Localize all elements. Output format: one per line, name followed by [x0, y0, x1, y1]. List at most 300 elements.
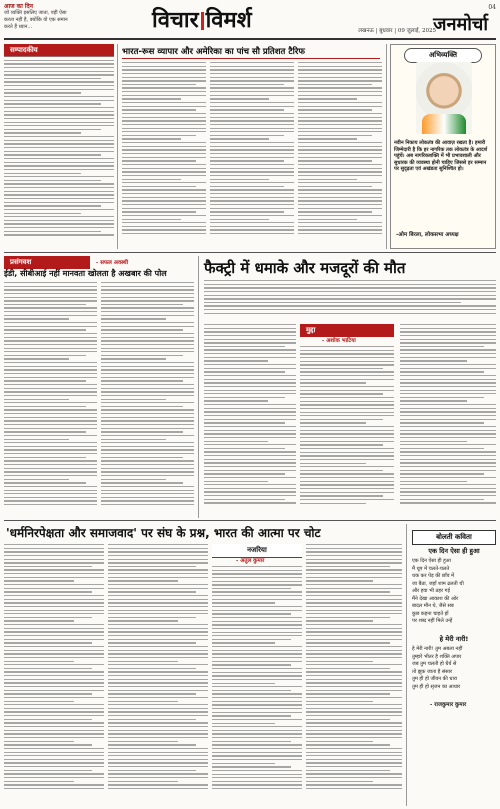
text-line — [4, 395, 97, 396]
text-line — [210, 179, 269, 180]
text-line — [212, 733, 302, 734]
text-line — [101, 471, 194, 472]
text-line — [212, 617, 302, 618]
text-line — [4, 377, 97, 378]
text-line — [306, 752, 402, 753]
text-line — [122, 204, 206, 205]
text-line — [122, 182, 206, 183]
text-line — [122, 73, 206, 74]
text-line — [204, 415, 296, 416]
text-line — [108, 606, 208, 607]
text-line — [400, 470, 496, 471]
text-line — [210, 138, 269, 139]
text-line — [204, 342, 296, 343]
text-line — [306, 613, 402, 614]
text-line — [300, 452, 394, 453]
text-line — [298, 157, 382, 158]
text-line — [101, 497, 194, 498]
text-line — [204, 346, 285, 347]
text-line — [4, 191, 114, 192]
text-line — [122, 189, 206, 190]
text-line — [4, 297, 97, 298]
text-line — [306, 569, 402, 570]
text-line — [400, 400, 467, 401]
text-line — [4, 81, 114, 82]
text-line — [210, 215, 294, 216]
text-line — [400, 459, 496, 460]
text-line — [204, 339, 296, 340]
text-line — [101, 326, 194, 327]
text-line — [210, 62, 294, 63]
text-line — [101, 424, 194, 425]
text-line — [4, 744, 92, 745]
text-line — [298, 87, 382, 88]
text-line — [204, 477, 296, 478]
text-line — [298, 117, 382, 118]
poem-line: हे मेरी नारी! तुम अबला नहीं — [412, 646, 463, 652]
text-line — [210, 77, 294, 78]
text-line — [108, 748, 208, 749]
text-line — [300, 492, 394, 493]
text-line — [300, 419, 383, 420]
text-line — [101, 486, 194, 487]
portrait-sash — [422, 114, 467, 134]
text-line — [306, 741, 373, 742]
editorial-col-3 — [210, 62, 294, 248]
text-line — [298, 186, 372, 187]
text-line — [300, 473, 394, 474]
text-line — [101, 315, 194, 316]
text-line — [122, 200, 206, 201]
secularism-col-4 — [306, 544, 402, 804]
text-line — [4, 599, 104, 600]
text-line — [212, 639, 291, 640]
text-line — [300, 484, 394, 485]
text-line — [4, 282, 97, 283]
text-line — [298, 226, 382, 227]
text-line — [4, 129, 101, 130]
text-line — [306, 737, 402, 738]
text-line — [4, 96, 114, 97]
text-line — [400, 349, 496, 350]
text-line — [108, 642, 196, 643]
text-line — [122, 149, 206, 150]
text-line — [4, 675, 104, 676]
text-line — [298, 182, 382, 183]
text-line — [204, 419, 296, 420]
text-line — [4, 71, 114, 72]
text-line — [101, 304, 183, 305]
text-line — [298, 233, 382, 234]
text-line — [212, 653, 302, 654]
text-line — [4, 566, 92, 567]
text-line — [108, 781, 178, 782]
text-line — [108, 548, 208, 549]
text-line — [4, 762, 104, 763]
poem-line: पर शब्द नहीं मिले उन्हें — [412, 618, 453, 624]
text-line — [101, 428, 194, 429]
text-line — [212, 650, 302, 651]
text-line — [4, 602, 104, 603]
text-line — [306, 708, 402, 709]
text-line — [108, 773, 208, 774]
prasangvash-headline: ईडी, सीबीआई नहीं मानवता खोलता है अखबार की पोल — [4, 269, 167, 278]
text-line — [400, 466, 496, 467]
text-line — [4, 784, 104, 785]
text-line — [4, 391, 97, 392]
text-line — [108, 628, 208, 629]
text-line — [4, 733, 104, 734]
text-line — [122, 211, 196, 212]
text-line — [300, 364, 394, 365]
text-line — [4, 56, 114, 57]
text-line — [101, 318, 166, 319]
text-line — [298, 189, 382, 190]
text-line — [204, 357, 296, 358]
text-line — [212, 704, 302, 705]
text-line — [306, 606, 402, 607]
text-line — [210, 222, 294, 223]
text-line — [298, 208, 382, 209]
text-line — [298, 179, 357, 180]
text-line — [4, 380, 86, 381]
secularism-headline: 'धर्मनिरपेक्षता और समाजवाद' पर संघ के प्रश्न, भारत की आत्मा पर चोट — [6, 526, 321, 540]
text-line — [108, 733, 208, 734]
text-line — [101, 377, 194, 378]
text-line — [122, 69, 206, 70]
text-line — [306, 548, 402, 549]
text-line — [298, 175, 382, 176]
text-line — [400, 386, 496, 387]
najariya-banner: नजरिया — [212, 544, 302, 558]
section-title-right: विमर्श — [205, 8, 252, 33]
text-line — [108, 762, 208, 763]
text-line — [4, 697, 104, 698]
text-line — [4, 355, 86, 356]
text-line — [108, 573, 208, 574]
text-line — [4, 686, 104, 687]
text-line — [101, 449, 194, 450]
prasangvash-col-2 — [101, 282, 194, 516]
text-line — [300, 448, 394, 449]
text-line — [298, 69, 382, 70]
text-line — [122, 98, 181, 99]
text-line — [108, 675, 208, 676]
text-line — [210, 211, 284, 212]
text-line — [101, 380, 183, 381]
text-line — [4, 628, 104, 629]
text-line — [204, 309, 496, 310]
poem-line: तुम्हारे भीतर है शक्ति अपार — [412, 653, 462, 660]
text-line — [122, 229, 206, 230]
text-line — [122, 66, 206, 67]
poem-lines — [412, 558, 496, 626]
text-line — [122, 91, 206, 92]
text-line — [210, 117, 294, 118]
text-line — [400, 339, 496, 340]
text-line — [298, 168, 382, 169]
text-line — [306, 551, 402, 552]
text-line — [108, 566, 196, 567]
text-line — [400, 408, 496, 409]
text-line — [4, 373, 97, 374]
text-line — [108, 697, 208, 698]
text-line — [4, 671, 104, 672]
text-line — [298, 211, 372, 212]
text-line — [101, 340, 194, 341]
text-line — [108, 704, 208, 705]
text-line — [300, 361, 394, 362]
text-line — [4, 169, 114, 170]
text-line — [122, 84, 196, 85]
text-line — [400, 419, 496, 420]
text-line — [204, 295, 496, 296]
text-line — [400, 397, 484, 398]
text-line — [298, 219, 357, 220]
secularism-col-3 — [212, 566, 302, 804]
text-line — [4, 311, 97, 312]
text-line — [298, 80, 382, 81]
text-line — [108, 693, 196, 694]
text-line — [204, 400, 268, 401]
text-line — [4, 770, 92, 771]
text-line — [204, 473, 285, 474]
text-line — [298, 215, 382, 216]
text-line — [300, 393, 383, 394]
text-line — [400, 375, 496, 376]
text-line — [4, 114, 114, 115]
poem-line: और हवा भी ठहर गई — [412, 588, 450, 594]
text-line — [4, 693, 92, 694]
text-line — [101, 435, 194, 436]
text-line — [108, 722, 208, 723]
text-line — [4, 726, 104, 727]
text-line — [306, 599, 402, 600]
text-line — [204, 390, 296, 391]
text-line — [306, 788, 402, 789]
text-line — [101, 439, 166, 440]
text-line — [4, 449, 97, 450]
section-title-left: विचार — [152, 8, 199, 33]
text-line — [101, 431, 183, 432]
text-line — [4, 759, 104, 760]
speaker-portrait — [416, 62, 472, 134]
text-line — [4, 322, 97, 323]
text-line — [204, 408, 296, 409]
text-line — [300, 488, 394, 489]
text-line — [400, 379, 496, 380]
text-line — [108, 551, 208, 552]
text-line — [306, 591, 390, 592]
text-line — [4, 624, 104, 625]
text-line — [122, 131, 206, 132]
text-line — [298, 66, 382, 67]
text-line — [204, 481, 268, 482]
text-line — [306, 719, 390, 720]
text-line — [4, 682, 104, 683]
text-line — [4, 446, 97, 447]
text-line — [108, 770, 196, 771]
text-line — [122, 193, 206, 194]
text-line — [108, 668, 196, 669]
editorial-col-2 — [122, 62, 206, 248]
text-line — [4, 406, 86, 407]
text-line — [108, 711, 208, 712]
text-line — [210, 182, 294, 183]
text-line — [204, 422, 285, 423]
text-line — [4, 704, 104, 705]
text-line — [212, 657, 302, 658]
text-line — [108, 620, 178, 621]
text-line — [306, 726, 402, 727]
text-line — [210, 87, 294, 88]
text-line — [4, 766, 104, 767]
text-line — [101, 337, 194, 338]
text-line — [300, 503, 366, 504]
text-line — [400, 360, 467, 361]
text-line — [4, 551, 104, 552]
text-line — [306, 628, 402, 629]
text-line — [298, 204, 382, 205]
text-line — [204, 397, 285, 398]
text-line — [122, 215, 206, 216]
text-line — [122, 153, 206, 154]
text-line — [400, 328, 496, 329]
text-line — [306, 697, 402, 698]
text-line — [204, 360, 268, 361]
text-line — [101, 402, 194, 403]
text-line — [4, 650, 104, 651]
text-line — [204, 375, 296, 376]
text-line — [300, 350, 394, 351]
text-line — [108, 569, 208, 570]
text-line — [4, 722, 104, 723]
text-line — [4, 165, 114, 166]
text-line — [204, 491, 296, 492]
text-line — [300, 408, 394, 409]
text-line — [212, 581, 302, 582]
text-line — [108, 726, 208, 727]
text-line — [4, 60, 114, 61]
text-line — [101, 479, 166, 480]
text-line — [306, 661, 373, 662]
text-line — [204, 280, 496, 281]
text-line — [210, 160, 284, 161]
text-line — [204, 386, 296, 387]
text-line — [101, 399, 166, 400]
text-line — [122, 233, 206, 234]
text-line — [300, 499, 394, 500]
text-line — [212, 726, 302, 727]
text-line — [4, 708, 104, 709]
text-line — [306, 690, 402, 691]
text-line — [4, 151, 114, 152]
text-line — [108, 752, 208, 753]
text-line — [306, 675, 402, 676]
text-line — [108, 741, 178, 742]
text-line — [4, 231, 101, 232]
poem-line: थक कर पेड़ की छाँव में — [412, 573, 455, 579]
text-line — [400, 411, 496, 412]
text-line — [300, 481, 394, 482]
prasangvash-banner: प्रसंगवश — [4, 256, 90, 269]
text-line — [400, 342, 496, 343]
text-line — [300, 426, 394, 427]
text-line — [4, 67, 114, 68]
text-line — [300, 463, 366, 464]
text-line — [122, 222, 206, 223]
text-line — [4, 293, 97, 294]
text-line — [298, 142, 382, 143]
text-line — [204, 499, 285, 500]
text-line — [4, 690, 104, 691]
text-line — [4, 420, 97, 421]
text-line — [4, 668, 92, 669]
text-line — [101, 475, 194, 476]
text-line — [4, 413, 97, 414]
text-line — [101, 344, 194, 345]
text-line — [212, 664, 291, 665]
text-line — [204, 404, 296, 405]
text-line — [4, 588, 104, 589]
text-line — [108, 599, 208, 600]
text-line — [4, 617, 92, 618]
text-line — [4, 300, 97, 301]
text-line — [4, 369, 97, 370]
text-line — [300, 401, 394, 402]
text-line — [400, 382, 496, 383]
text-line — [4, 78, 101, 79]
text-line — [212, 770, 302, 771]
text-line — [306, 664, 402, 665]
abhivyakti-quote: नवीन निकाय लोकतंत्र की आवाज़ रखता है। हमारी जिम्मेदारी है कि हर नागरिक तक लोकतंत्र के आदर्श पहुंचें। अब नागरिकशक्ति में भी प्रभावशाली और सुधारक की व्यवस्था होनी चाहिए जिससे हर सम्मान पर सुदृढ़ता एवं अखंडता सुनिश्चित हो। — [394, 140, 488, 172]
text-line — [108, 544, 208, 545]
text-line — [4, 326, 97, 327]
text-line — [101, 322, 194, 323]
text-line — [210, 175, 294, 176]
text-line — [306, 733, 402, 734]
text-line — [306, 715, 402, 716]
text-line — [212, 715, 291, 716]
text-line — [4, 136, 114, 137]
text-line — [4, 402, 97, 403]
text-line — [101, 300, 194, 301]
text-line — [4, 340, 97, 341]
text-line — [204, 488, 296, 489]
text-line — [4, 89, 114, 90]
text-line — [108, 610, 208, 611]
text-line — [400, 404, 496, 405]
text-line — [204, 382, 296, 383]
text-line — [108, 580, 178, 581]
text-line — [400, 331, 496, 332]
text-line — [4, 424, 97, 425]
text-line — [400, 430, 496, 431]
text-line — [4, 661, 74, 662]
text-line — [298, 106, 382, 107]
factory-col-1 — [204, 324, 296, 516]
text-line — [101, 307, 194, 308]
text-line — [212, 781, 302, 782]
text-line — [300, 379, 394, 380]
text-line — [4, 711, 104, 712]
text-line — [101, 504, 194, 505]
text-line — [400, 422, 484, 423]
text-line — [204, 411, 296, 412]
text-line — [300, 346, 394, 347]
text-line — [212, 646, 302, 647]
text-line — [400, 477, 496, 478]
